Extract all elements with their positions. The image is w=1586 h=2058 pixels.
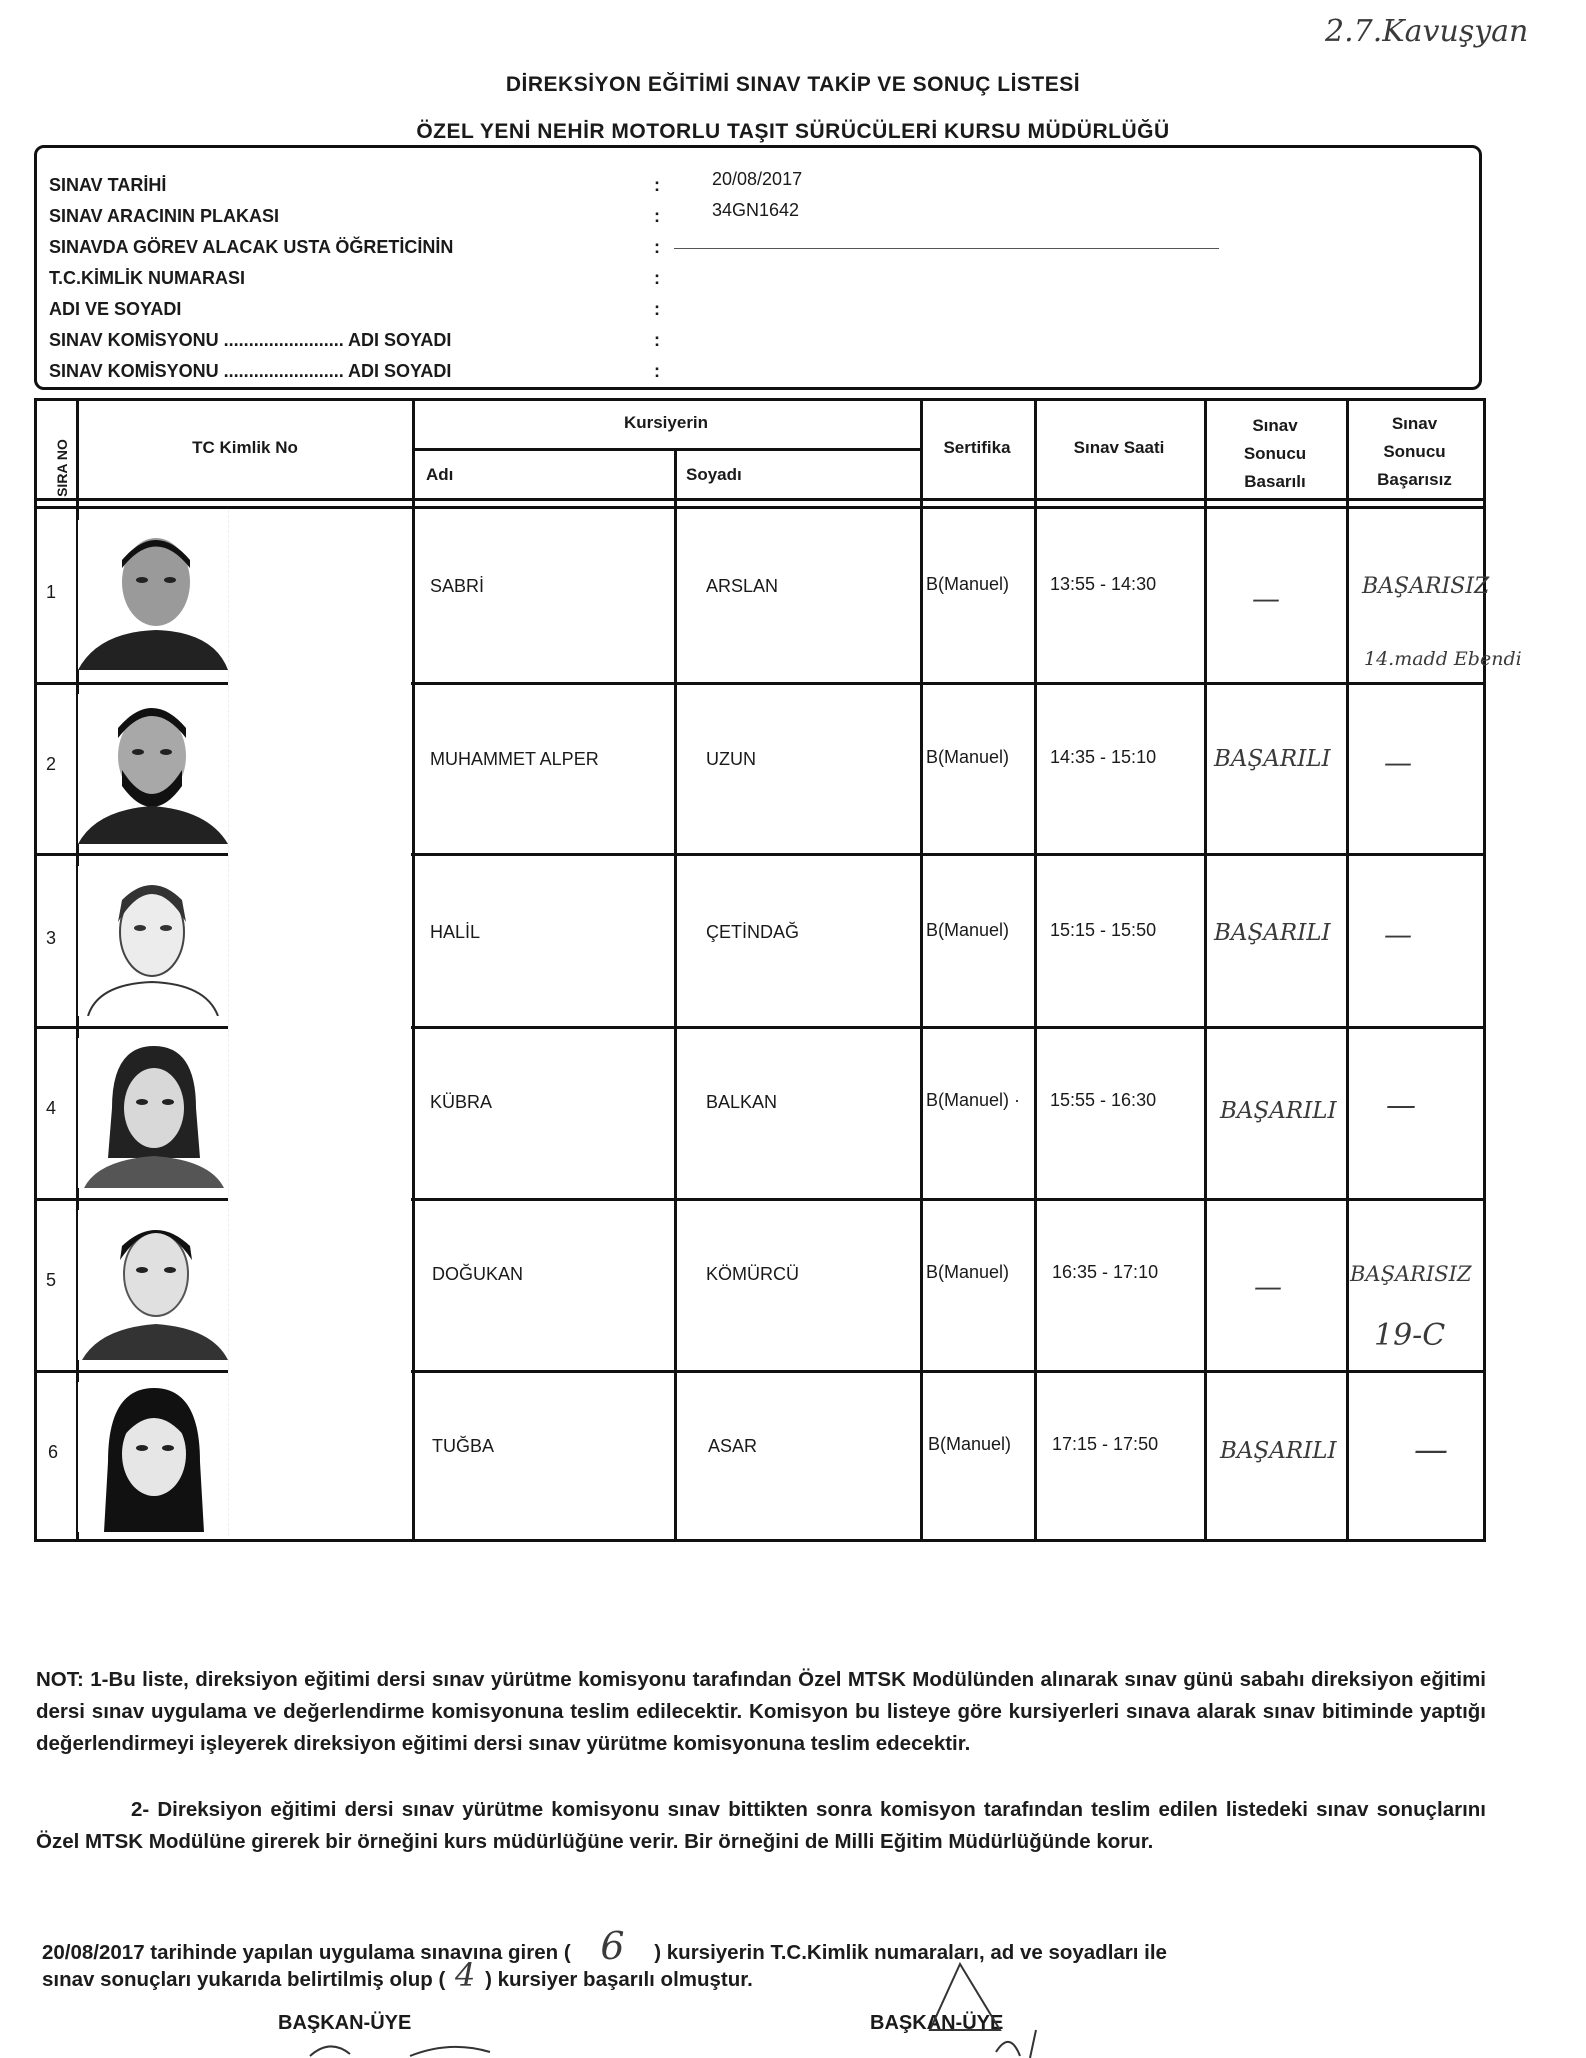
info-colon: : xyxy=(654,175,660,195)
count-pass-handwritten: 4 xyxy=(455,1956,476,1994)
info-label: SINAV ARACININ PLAKASI xyxy=(49,206,280,226)
note-paragraph-2: 2- Direksiyon eğitimi dersi sınav yürütme komisyonu sınav bittikten sonra komisyon tarafından teslim edilen listedeki sınav sonuçlarını Özel MTSK Modülüne girerek bir örneğini kurs müdürlüğüne verir. Bir örneğini de Milli Eğitim Müdürlüğünde korur. xyxy=(36,1798,1486,1853)
header-sira-no: SIRA NO xyxy=(54,439,71,497)
student-last-name: BALKAN xyxy=(706,1092,778,1112)
certificate-class: B(Manuel) · xyxy=(926,1090,1021,1110)
exam-time: 15:55 - 16:30 xyxy=(1050,1090,1157,1110)
info-colon: : xyxy=(654,237,660,257)
header-basarili: Sınav Sonucu Basarılı xyxy=(1243,416,1307,491)
header-kursiyerin: Kursiyerin xyxy=(623,413,709,432)
col-line xyxy=(1034,398,1037,1542)
col-line xyxy=(920,398,923,1542)
col-line xyxy=(412,398,415,1542)
student-first-name: MUHAMMET ALPER xyxy=(430,749,599,769)
info-colon: : xyxy=(654,268,660,288)
header-soyadi: Soyadı xyxy=(686,465,742,484)
certificate-class: B(Manuel) xyxy=(928,1434,1012,1454)
info-row-tc-number xyxy=(49,268,1469,298)
certificate-class: B(Manuel) xyxy=(926,920,1010,940)
info-value: 20/08/2017 xyxy=(712,169,803,189)
header-adi: Adı xyxy=(426,465,454,484)
result-pass-mark: BAŞARILI xyxy=(1220,1098,1337,1124)
tc-number-redacted xyxy=(228,510,411,1536)
exam-time: 15:15 - 15:50 xyxy=(1050,920,1157,940)
result-pass-mark: — xyxy=(1252,582,1280,615)
header-sinav-saati: Sınav Saati xyxy=(1073,438,1165,457)
student-last-name: KÖMÜRCÜ xyxy=(706,1264,799,1284)
header-bottom-line-2 xyxy=(34,506,1486,509)
info-label: T.C.KİMLİK NUMARASI xyxy=(49,268,245,288)
student-first-name: HALİL xyxy=(430,922,481,942)
result-fail-mark: — xyxy=(1384,918,1412,951)
page-subtitle: ÖZEL YENİ NEHİR MOTORLU TAŞIT SÜRÜCÜLERİ KURSU MÜDÜRLÜĞÜ xyxy=(416,120,1170,143)
student-first-name: DOĞUKAN xyxy=(432,1264,524,1284)
certificate-class: B(Manuel) xyxy=(926,1262,1010,1282)
exam-time: 13:55 - 14:30 xyxy=(1050,574,1157,594)
info-colon: : xyxy=(654,299,660,319)
exam-info-box xyxy=(34,145,1482,390)
row-number: 1 xyxy=(46,582,57,602)
col-line xyxy=(674,448,677,1542)
info-label: SINAV KOMİSYONU ........................ ADI SOYADI xyxy=(49,330,452,350)
student-photo xyxy=(78,694,228,844)
result-pass-mark: BAŞARILI xyxy=(1214,920,1331,946)
signature-scribble-right xyxy=(900,1960,1060,2058)
certificate-class: B(Manuel) xyxy=(926,574,1010,594)
student-photo xyxy=(78,1382,228,1532)
kursiyer-subheader-line xyxy=(412,448,920,451)
table-border-bottom xyxy=(34,1539,1486,1542)
summary-line-2: sınav sonuçları yukarıda belirtilmiş olup ( 4 ) kursiyer başarılı olmuştur. xyxy=(42,1956,753,1994)
row-number: 4 xyxy=(46,1098,57,1118)
student-first-name: SABRİ xyxy=(430,576,485,596)
info-colon: : xyxy=(654,361,660,381)
info-row-commission-1 xyxy=(49,330,1469,360)
header-tc-kimlik: TC Kimlik No xyxy=(192,438,298,457)
header-sertifika: Sertifika xyxy=(943,438,1011,457)
student-last-name: UZUN xyxy=(706,749,756,769)
signature-label-right: BAŞKAN-ÜYE xyxy=(870,2012,1004,2034)
row-number: 5 xyxy=(46,1270,57,1290)
exam-results-table xyxy=(34,398,1522,1542)
exam-time: 14:35 - 15:10 xyxy=(1050,747,1157,767)
instructor-underline xyxy=(674,248,1219,249)
row-number: 3 xyxy=(46,928,57,948)
summary-line-1: 20/08/2017 tarihinde yapılan uygulama sınavına giren ( 6 ) kursiyerin T.C.Kimlik numaraları, ad ve soyadları ile xyxy=(42,1924,1167,1968)
result-fail-note: 19-C xyxy=(1374,1318,1446,1353)
info-row-plate xyxy=(49,200,1469,236)
exam-time: 17:15 - 17:50 xyxy=(1052,1434,1159,1454)
student-first-name: KÜBRA xyxy=(430,1092,493,1112)
count-total-handwritten: 6 xyxy=(600,1924,625,1968)
page-title: DİREKSİYON EĞİTİMİ SINAV TAKİP VE SONUÇ LİSTESİ xyxy=(505,73,1081,96)
signature-label-left: BAŞKAN-ÜYE xyxy=(278,2012,412,2034)
student-photo xyxy=(78,1038,228,1188)
student-last-name: ASAR xyxy=(708,1436,758,1456)
col-line xyxy=(34,398,37,1542)
table-border-top xyxy=(34,398,1486,401)
result-fail-note: 14.madd Ebendi xyxy=(1364,648,1522,670)
result-pass-mark: — xyxy=(1254,1270,1282,1303)
info-row-instructor xyxy=(49,237,1469,267)
student-photo xyxy=(78,520,228,670)
result-fail-mark: — xyxy=(1414,1430,1448,1470)
result-fail-mark: BAŞARISIZ xyxy=(1362,574,1490,599)
col-line xyxy=(1483,398,1486,1542)
student-photo xyxy=(78,1210,228,1360)
signature-scribble-left xyxy=(300,2038,500,2058)
col-line xyxy=(1204,398,1207,1542)
corner-handwritten-note: 2.7.Kavuşyan xyxy=(1325,14,1529,49)
header-basarisiz: Sınav Sonucu Başarısız xyxy=(1377,414,1452,489)
student-last-name: ARSLAN xyxy=(706,576,779,596)
student-first-name: TUĞBA xyxy=(432,1436,495,1456)
header-bottom-line xyxy=(34,498,1486,501)
student-photo xyxy=(78,866,228,1016)
result-pass-mark: BAŞARILI xyxy=(1220,1438,1337,1464)
result-fail-mark: BAŞARISIZ xyxy=(1350,1262,1472,1286)
result-fail-mark: — xyxy=(1384,746,1412,779)
student-last-name: ÇETİNDAĞ xyxy=(706,922,800,942)
result-pass-mark: BAŞARILI xyxy=(1214,746,1331,772)
result-fail-mark: — xyxy=(1386,1088,1416,1123)
info-label: SINAVDA GÖREV ALACAK USTA ÖĞRETİCİNİN xyxy=(49,237,454,257)
info-row-name xyxy=(49,299,1469,329)
certificate-class: B(Manuel) xyxy=(926,747,1010,767)
info-colon: : xyxy=(654,206,660,226)
info-label: SINAV KOMİSYONU ........................ ADI SOYADI xyxy=(49,361,452,381)
info-colon: : xyxy=(654,330,660,350)
info-value: 34GN1642 xyxy=(712,200,800,220)
info-label: ADI VE SOYADI xyxy=(49,299,182,319)
info-label: SINAV TARİHİ xyxy=(49,175,167,195)
exam-time: 16:35 - 17:10 xyxy=(1052,1262,1159,1282)
col-line xyxy=(1346,398,1349,1542)
row-number: 2 xyxy=(46,754,57,774)
info-row-commission-2 xyxy=(49,361,1469,391)
row-number: 6 xyxy=(48,1442,59,1462)
note-paragraph-1: NOT: 1-Bu liste, direksiyon eğitimi dersi sınav yürütme komisyonu tarafından Özel MTSK Modülünden alınarak sınav günü sabahı direksiyon eğitimi dersi sınav uygulama ve değerlendirme komisyonuna teslim edilecektir. Komisyon bu listeye göre kursiyerleri sınava alarak sınav bitiminde yaptığı değerlendirmeyi işleyerek direksiyon eğitimi dersi sınav yürütme komisyonuna teslim edecektir. xyxy=(36,1668,1486,1755)
